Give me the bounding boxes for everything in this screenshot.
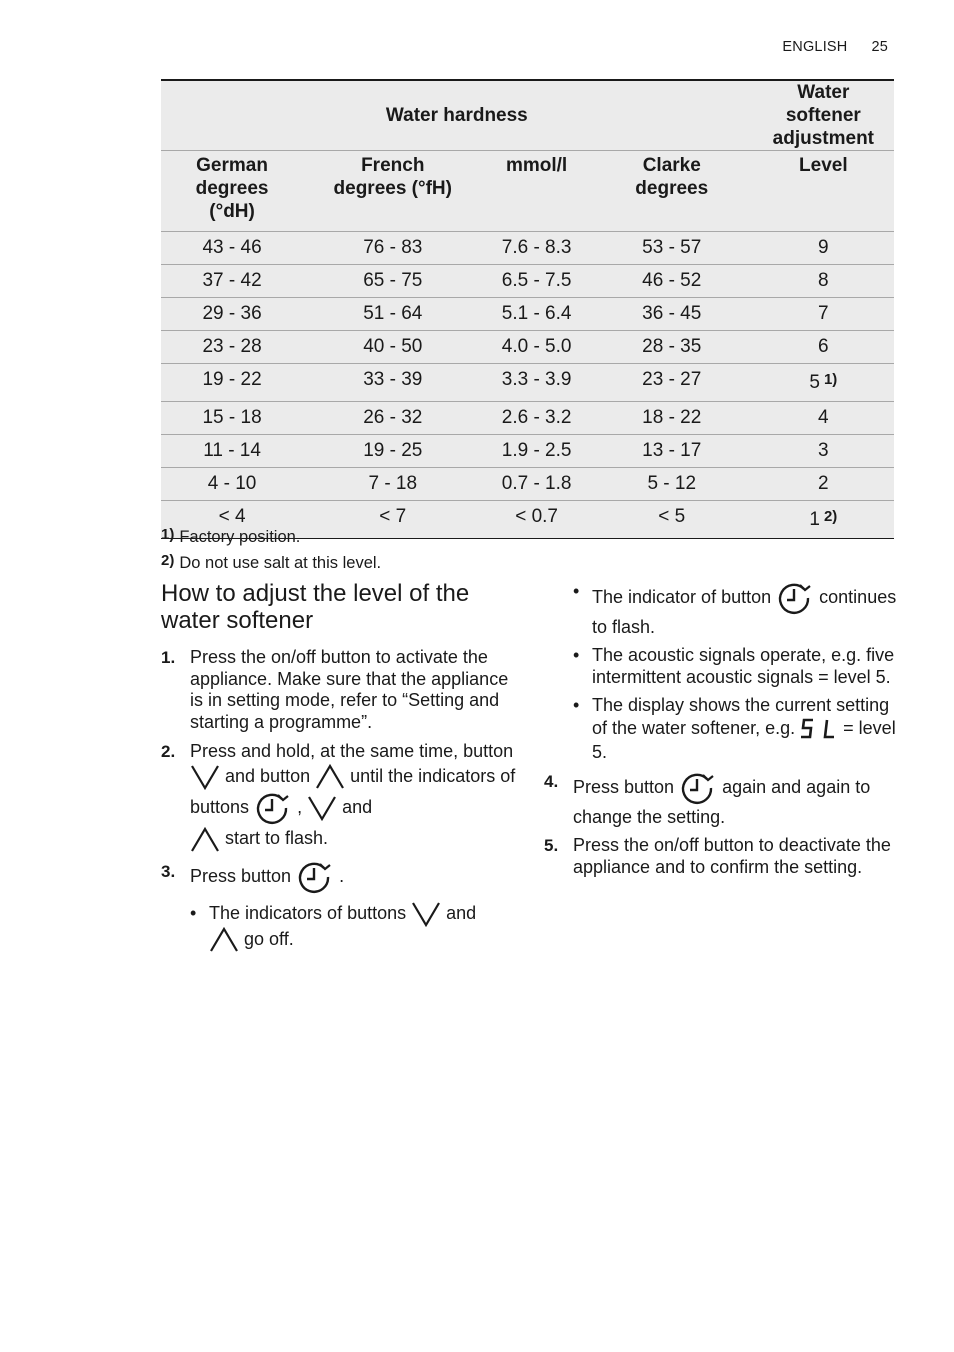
delay-start-clock-icon bbox=[296, 859, 334, 895]
table-cell bbox=[753, 232, 894, 265]
table-cell bbox=[161, 331, 303, 364]
display-segment-example bbox=[800, 717, 838, 741]
cell-value: 0.7 - 1.8 bbox=[501, 473, 572, 494]
chevron-down-icon bbox=[190, 764, 220, 790]
cell-value: 19 - 25 bbox=[363, 440, 423, 461]
table-cell bbox=[303, 402, 482, 435]
cell-value: 2 bbox=[818, 473, 829, 494]
delay-start-clock-icon bbox=[679, 770, 717, 806]
col-level: Level bbox=[753, 151, 894, 232]
col-french: French degrees (°fH) bbox=[303, 151, 482, 232]
cell-value: 1.9 - 2.5 bbox=[501, 440, 572, 461]
table-cell bbox=[303, 265, 482, 298]
step-text: Press button bbox=[190, 865, 292, 886]
step-number: 4. bbox=[544, 772, 559, 792]
cell-value: 46 - 52 bbox=[642, 270, 702, 291]
table-cell bbox=[591, 265, 753, 298]
step-text: Press button bbox=[573, 777, 675, 797]
cell-value: 5 bbox=[809, 372, 820, 393]
step-number: 1. bbox=[161, 648, 176, 667]
footnote-2 bbox=[161, 552, 381, 573]
chevron-down-icon bbox=[307, 795, 337, 821]
table-cell bbox=[303, 298, 482, 331]
cell-value: 19 - 22 bbox=[202, 369, 262, 390]
table-cell bbox=[161, 298, 303, 331]
header-language: ENGLISH bbox=[782, 39, 848, 55]
cell-value: 5 - 12 bbox=[647, 473, 697, 494]
table-cell bbox=[591, 435, 753, 468]
chevron-up-icon bbox=[190, 827, 220, 853]
cell-value: 4.0 - 5.0 bbox=[501, 336, 572, 357]
table-cell bbox=[482, 232, 590, 265]
step-text: Press the on/off button to activate the appliance. Make sure that the appliance is in setting mode, refer to “Setting and starting a programme”. bbox=[190, 647, 509, 732]
table-group-water-hardness: Water hardness bbox=[161, 80, 753, 151]
col-mmol: mmol/l bbox=[482, 151, 590, 232]
cell-value: 11 - 14 bbox=[203, 440, 261, 461]
col-german: German degrees (°dH) bbox=[161, 151, 303, 232]
step-5 bbox=[544, 835, 904, 878]
cell-value: 2.6 - 3.2 bbox=[501, 407, 572, 428]
col-clarke: Clarke degrees bbox=[591, 151, 753, 232]
cell-value: < 7 bbox=[379, 506, 407, 527]
table-cell bbox=[303, 364, 482, 402]
step-text: and bbox=[342, 797, 373, 817]
step-3 bbox=[161, 859, 521, 895]
chevron-up-icon bbox=[315, 764, 345, 790]
table-cell bbox=[753, 298, 894, 331]
table-cell bbox=[482, 364, 590, 402]
chevron-down-icon bbox=[411, 901, 441, 927]
bullet-text: The display shows the current setting of the water softener, e.g. bbox=[592, 695, 890, 738]
cell-value: 4 - 10 bbox=[207, 473, 257, 494]
cell-value: 3 bbox=[818, 440, 829, 461]
table-cell bbox=[591, 468, 753, 501]
cell-value: 1 bbox=[809, 509, 820, 530]
step-number: 3. bbox=[161, 861, 176, 881]
footnote-mark: 2) bbox=[161, 552, 175, 569]
table-row bbox=[161, 265, 894, 298]
cell-value: 65 - 75 bbox=[363, 270, 423, 291]
step-text: . bbox=[339, 865, 345, 886]
table-row bbox=[161, 298, 894, 331]
footnote-mark: 1) bbox=[161, 526, 175, 543]
cell-value: 28 - 35 bbox=[642, 336, 702, 357]
bullet-text: The indicator of button bbox=[592, 586, 772, 607]
table-cell bbox=[161, 468, 303, 501]
step-number: 5. bbox=[544, 836, 559, 856]
delay-start-clock-icon bbox=[776, 580, 814, 616]
footnote-text: Factory position. bbox=[179, 528, 301, 546]
step-text: Press the on/off button to deactivate the appliance and to confirm the setting. bbox=[573, 835, 891, 877]
table-cell bbox=[482, 331, 590, 364]
cell-value: 5.1 - 6.4 bbox=[501, 303, 572, 324]
table-cell bbox=[482, 298, 590, 331]
step-text: start to flash. bbox=[225, 828, 329, 849]
bullet-text: and bbox=[446, 902, 477, 923]
table-cell bbox=[591, 298, 753, 331]
cell-value: 33 - 39 bbox=[363, 369, 423, 390]
continued-bullet-3 bbox=[573, 694, 904, 764]
step-3-bullet bbox=[190, 901, 521, 954]
step-text: until the indicators of buttons bbox=[190, 766, 516, 817]
instructions-left bbox=[161, 580, 521, 959]
cell-value: 7 bbox=[818, 303, 829, 324]
delay-start-clock-icon bbox=[254, 790, 292, 826]
table-cell bbox=[591, 364, 753, 402]
step-text: , bbox=[297, 797, 303, 817]
footnote-1 bbox=[161, 526, 300, 547]
cell-value: 7 - 18 bbox=[368, 473, 418, 494]
chevron-up-icon bbox=[209, 927, 239, 953]
cell-value: 26 - 32 bbox=[363, 407, 423, 428]
cell-value: < 4 bbox=[218, 506, 246, 527]
table-cell bbox=[161, 402, 303, 435]
water-hardness-table bbox=[161, 79, 894, 539]
step-number: 2. bbox=[161, 742, 176, 761]
table-cell bbox=[591, 331, 753, 364]
bullet-text: continues to flash. bbox=[592, 586, 897, 637]
step-text: Press and hold, at the same time, button bbox=[190, 741, 514, 761]
step-2 bbox=[161, 739, 521, 853]
cell-value: 29 - 36 bbox=[202, 303, 262, 324]
table-cell bbox=[591, 232, 753, 265]
cell-value: 23 - 28 bbox=[202, 336, 262, 357]
instructions-right bbox=[544, 580, 904, 884]
cell-value: 15 - 18 bbox=[202, 407, 262, 428]
continued-bullet-1 bbox=[573, 580, 904, 639]
cell-value: 37 - 42 bbox=[202, 270, 262, 291]
table-row bbox=[161, 435, 894, 468]
table-cell bbox=[303, 501, 482, 539]
table-row bbox=[161, 402, 894, 435]
table-cell bbox=[482, 468, 590, 501]
footnote-text: Do not use salt at this level. bbox=[179, 554, 382, 572]
table-cell bbox=[303, 468, 482, 501]
cell-value: 23 - 27 bbox=[642, 369, 702, 390]
table-cell bbox=[303, 331, 482, 364]
bullet-text: The acoustic signals operate, e.g. five intermittent acoustic signals = level 5. bbox=[592, 645, 895, 687]
table-cell bbox=[482, 265, 590, 298]
bullet-text: = level 5. bbox=[592, 718, 896, 763]
table-cell bbox=[591, 402, 753, 435]
footnote-ref: 1) bbox=[823, 371, 838, 388]
table-cell bbox=[753, 468, 894, 501]
step-text: and button bbox=[225, 766, 311, 786]
cell-value: 43 - 46 bbox=[202, 237, 262, 258]
cell-value: 6.5 - 7.5 bbox=[501, 270, 572, 291]
page-number: 25 bbox=[871, 39, 888, 55]
page-header bbox=[782, 39, 888, 55]
cell-value: 18 - 22 bbox=[642, 407, 702, 428]
cell-value: 6 bbox=[818, 336, 829, 357]
cell-value: 40 - 50 bbox=[363, 336, 423, 357]
cell-value: 76 - 83 bbox=[363, 237, 423, 258]
table-cell bbox=[482, 402, 590, 435]
cell-value: 53 - 57 bbox=[642, 237, 702, 258]
table-cell bbox=[482, 435, 590, 468]
table-cell bbox=[753, 402, 894, 435]
table-cell bbox=[161, 364, 303, 402]
table-cell bbox=[161, 435, 303, 468]
table-cell bbox=[161, 232, 303, 265]
table-cell bbox=[161, 265, 303, 298]
table-cell bbox=[753, 331, 894, 364]
cell-value: 8 bbox=[818, 270, 829, 291]
table-cell bbox=[303, 232, 482, 265]
table-cell bbox=[591, 501, 753, 539]
cell-value: 9 bbox=[818, 237, 829, 258]
step-1 bbox=[161, 647, 521, 733]
cell-value: < 5 bbox=[658, 506, 686, 527]
cell-value: 13 - 17 bbox=[642, 440, 702, 461]
cell-value: < 0.7 bbox=[515, 506, 558, 527]
section-title: How to adjust the level of the water softener bbox=[161, 580, 470, 634]
bullet-text: go off. bbox=[244, 928, 294, 949]
cell-value: 7.6 - 8.3 bbox=[501, 237, 572, 258]
table-cell bbox=[753, 435, 894, 468]
cell-value: 3.3 - 3.9 bbox=[501, 369, 572, 390]
table-row bbox=[161, 364, 894, 402]
table-group-adjustment: Water softener adjustment bbox=[753, 80, 894, 151]
cell-value: 51 - 64 bbox=[363, 303, 423, 324]
table-row bbox=[161, 468, 894, 501]
table-cell bbox=[482, 501, 590, 539]
cell-value: 4 bbox=[818, 407, 829, 428]
table-cell bbox=[753, 265, 894, 298]
table-cell bbox=[303, 435, 482, 468]
table-cell bbox=[753, 364, 894, 402]
step-text: again and again to change the setting. bbox=[573, 777, 871, 828]
bullet-text: The indicators of buttons bbox=[209, 902, 407, 923]
footnote-ref: 2) bbox=[823, 508, 838, 525]
step-4 bbox=[544, 770, 904, 829]
cell-value: 36 - 45 bbox=[642, 303, 702, 324]
table-cell bbox=[753, 501, 894, 539]
table-row bbox=[161, 331, 894, 364]
continued-bullet-2 bbox=[573, 645, 904, 688]
table-row bbox=[161, 232, 894, 265]
